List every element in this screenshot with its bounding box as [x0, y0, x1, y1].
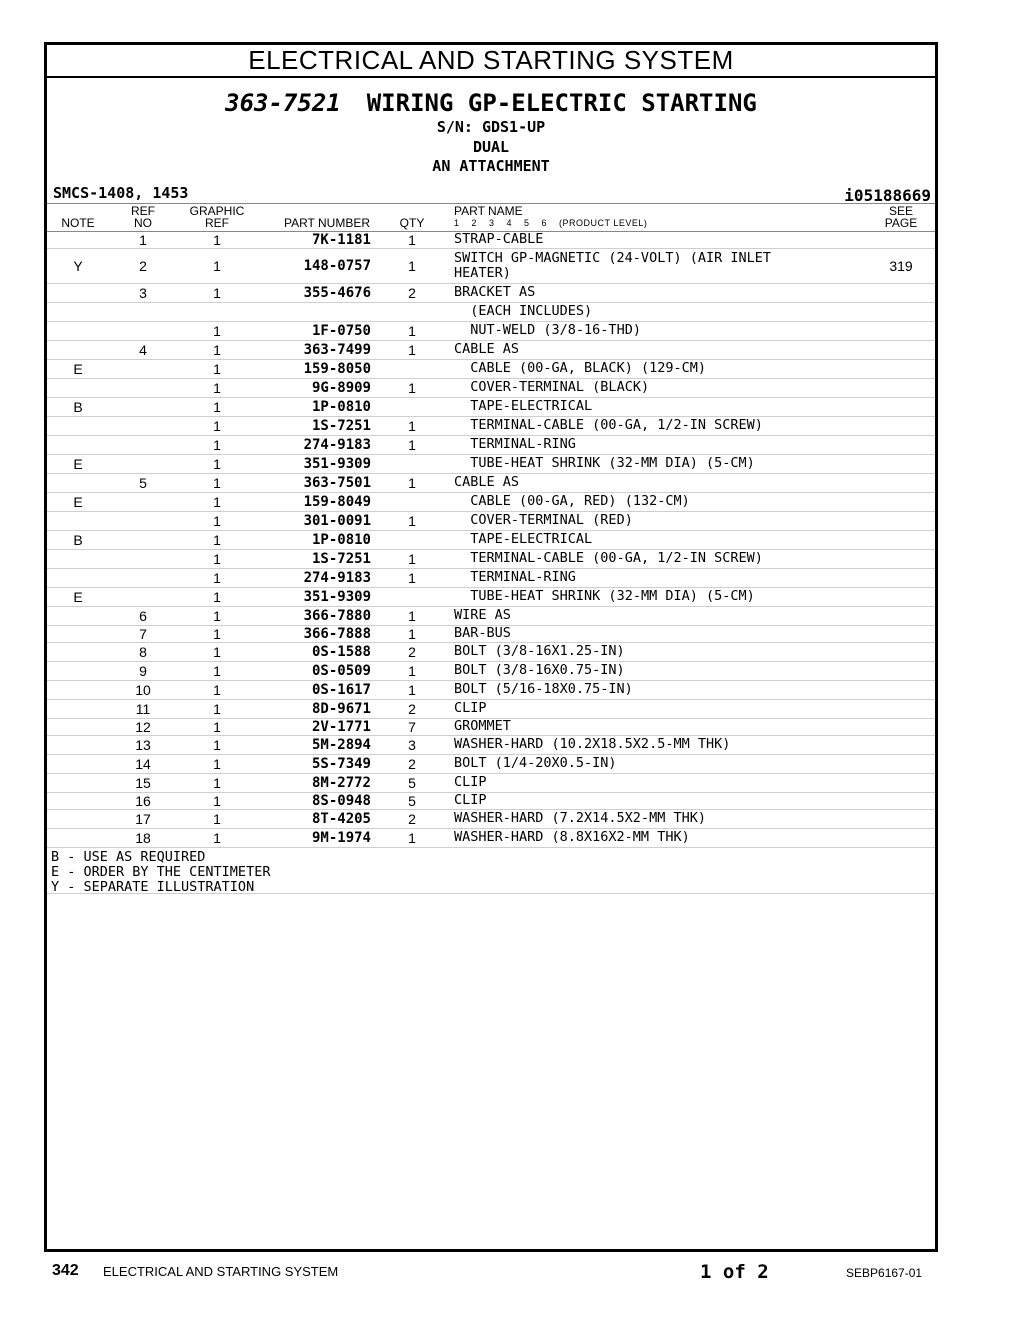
see-page-cell	[867, 284, 935, 302]
ref-no-cell: 9	[139, 662, 147, 679]
note-cell	[47, 379, 109, 397]
table-row	[47, 512, 935, 531]
note-cell	[47, 719, 109, 735]
part-name-cell: NUT-WELD (3/8-16-THD)	[454, 322, 641, 338]
see-page-cell	[867, 512, 935, 530]
header-part-name: PART NAME 1 2 3 4 5 6 (PRODUCT LEVEL)	[454, 203, 648, 228]
part-number-cell: 351-9309	[303, 588, 371, 605]
note-cell	[47, 607, 109, 625]
see-page-cell	[867, 474, 935, 492]
page-footer	[0, 1260, 1020, 1284]
table-row	[47, 774, 935, 793]
header-note: NOTE	[61, 215, 95, 230]
part-name-cell: WASHER-HARD (7.2X14.5X2-MM THK)	[454, 810, 706, 826]
table-header	[47, 203, 935, 232]
graphic-ref-cell: 1	[213, 531, 221, 548]
ref-no-cell: 11	[135, 700, 151, 717]
header-see-page: SEE PAGE	[884, 203, 918, 230]
part-number-cell: 5S-7349	[311, 755, 371, 772]
graphic-ref-cell: 1	[213, 322, 221, 339]
table-row	[47, 341, 935, 360]
part-name-cell: WIRE AS	[454, 607, 511, 623]
ref-no-cell: 8	[139, 643, 147, 660]
see-page-cell	[867, 810, 935, 828]
table-row	[47, 436, 935, 455]
qty-cell: 1	[408, 474, 416, 491]
graphic-ref-cell: 1	[213, 436, 221, 453]
table-row	[47, 379, 935, 398]
table-row	[47, 531, 935, 550]
page-frame	[44, 42, 938, 1252]
table-row	[47, 607, 935, 626]
qty-cell	[392, 398, 432, 416]
qty-cell	[392, 531, 432, 549]
see-page-cell	[867, 455, 935, 473]
part-number-cell: 1P-0810	[311, 398, 371, 415]
part-number-cell: 1P-0810	[311, 531, 371, 548]
part-name-cell: TERMINAL-CABLE (00-GA, 1/2-IN SCREW)	[454, 417, 763, 433]
table-row	[47, 755, 935, 774]
table-row	[47, 569, 935, 588]
see-page-cell	[867, 681, 935, 699]
table-row	[47, 360, 935, 379]
graphic-ref-cell: 1	[213, 810, 221, 827]
serial-number-line: S/N: GDS1-UP	[436, 118, 546, 136]
qty-cell	[392, 588, 432, 606]
part-number-cell: 366-7880	[303, 607, 371, 624]
see-page-cell	[867, 607, 935, 625]
table-row	[47, 550, 935, 569]
part-number-cell: 274-9183	[303, 436, 371, 453]
part-name-cell: CABLE (00-GA, RED) (132-CM)	[454, 493, 690, 509]
see-page-cell	[867, 588, 935, 606]
note-cell	[47, 512, 109, 530]
qty-cell: 1	[408, 662, 416, 679]
note-cell	[47, 736, 109, 754]
part-name-cell: CLIP	[454, 700, 487, 716]
qty-cell: 1	[408, 322, 416, 339]
see-page-cell	[867, 436, 935, 454]
part-number-cell: 1S-7251	[311, 417, 371, 434]
header-graphic-ref: GRAPHIC REF	[189, 203, 245, 230]
graphic-ref-cell: 1	[213, 662, 221, 679]
table-row	[47, 417, 935, 436]
table-row	[47, 474, 935, 493]
table-row	[47, 643, 935, 662]
ref-no-cell: 10	[135, 681, 151, 698]
graphic-ref-cell: 1	[213, 512, 221, 529]
note-cell	[47, 436, 109, 454]
graphic-ref-cell	[192, 303, 242, 321]
qty-cell: 2	[408, 810, 416, 827]
note-cell: E	[73, 360, 83, 377]
qty-cell: 1	[408, 436, 416, 453]
part-number-cell: 9G-8909	[311, 379, 371, 396]
graphic-ref-cell: 1	[213, 736, 221, 753]
part-number-cell: 1F-0750	[311, 322, 371, 339]
graphic-ref-cell: 1	[213, 550, 221, 567]
note-cell: B	[73, 398, 83, 415]
note-cell	[47, 662, 109, 680]
see-page-cell: 319	[889, 257, 913, 274]
meta-row	[47, 181, 935, 203]
note-y: Y - SEPARATE ILLUSTRATION	[51, 878, 255, 895]
ref-no-cell	[117, 436, 169, 454]
graphic-ref-cell: 1	[213, 643, 221, 660]
qty-cell	[392, 360, 432, 378]
part-number-cell: 8M-2772	[311, 774, 371, 791]
ref-no-cell: 2	[139, 257, 147, 274]
qty-cell: 3	[408, 736, 416, 753]
part-number-cell: 0S-1588	[311, 643, 371, 660]
footer-section: ELECTRICAL AND STARTING SYSTEM	[103, 1264, 339, 1279]
note-cell	[47, 755, 109, 773]
table-row	[47, 700, 935, 719]
see-page-cell	[867, 736, 935, 754]
ref-no-cell: 15	[135, 774, 151, 791]
part-name-cell: WASHER-HARD (10.2X18.5X2.5-MM THK)	[454, 736, 731, 752]
table-row	[47, 588, 935, 607]
note-cell	[47, 322, 109, 340]
graphic-ref-cell: 1	[213, 417, 221, 434]
ref-no-cell	[117, 303, 169, 321]
part-number-cell	[247, 303, 371, 321]
footer-doc-id: SEBP6167-01	[846, 1266, 923, 1280]
part-name-cell: (EACH INCLUDES)	[454, 303, 593, 319]
see-page-cell	[867, 569, 935, 587]
table-row	[47, 232, 935, 249]
qty-cell: 2	[408, 700, 416, 717]
graphic-ref-cell: 1	[213, 379, 221, 396]
see-page-cell	[867, 643, 935, 661]
ref-no-cell	[117, 417, 169, 435]
ref-no-cell: 13	[135, 736, 151, 753]
see-page-cell	[867, 793, 935, 809]
ref-no-cell: 14	[135, 755, 151, 772]
ref-no-cell: 4	[139, 341, 147, 358]
header-part-number: PART NUMBER	[283, 215, 370, 230]
part-number-cell: 2V-1771	[311, 718, 371, 735]
graphic-ref-cell: 1	[213, 755, 221, 772]
note-cell: B	[73, 531, 83, 548]
note-cell	[47, 793, 109, 809]
see-page-cell	[867, 719, 935, 735]
note-cell: E	[73, 455, 83, 472]
note-cell: Y	[73, 257, 83, 274]
part-name-cell: BOLT (3/8-16X1.25-IN)	[454, 643, 625, 659]
header-product-level: 1 2 3 4 5 6 (PRODUCT LEVEL)	[454, 217, 648, 228]
part-name-cell: COVER-TERMINAL (BLACK)	[454, 379, 650, 395]
graphic-ref-cell: 1	[213, 625, 221, 642]
part-number-cell: 366-7888	[303, 625, 371, 642]
graphic-ref-cell: 1	[213, 398, 221, 415]
part-number-cell: 355-4676	[303, 284, 371, 301]
ref-no-cell: 12	[135, 718, 151, 735]
note-cell	[47, 550, 109, 568]
table-row	[47, 681, 935, 700]
part-number-cell: 159-8050	[303, 360, 371, 377]
qty-cell	[392, 493, 432, 511]
note-cell	[47, 569, 109, 587]
part-name-cell: BAR-BUS	[454, 625, 511, 641]
header-qty: QTY	[399, 215, 425, 230]
note-cell	[47, 474, 109, 492]
part-number-cell: 351-9309	[303, 455, 371, 472]
illustration-id: i05188669	[844, 185, 931, 205]
qty-cell: 5	[408, 774, 416, 791]
table-row	[47, 284, 935, 303]
note-cell	[47, 774, 109, 792]
part-name-cell: TERMINAL-RING	[454, 569, 576, 585]
see-page-cell	[867, 531, 935, 549]
see-page-cell	[867, 398, 935, 416]
part-name-cell: TAPE-ELECTRICAL	[454, 531, 593, 547]
part-name-cell: CLIP	[454, 774, 487, 790]
note-cell	[47, 681, 109, 699]
note-cell: E	[73, 493, 83, 510]
ref-no-cell	[117, 569, 169, 587]
part-name-cell: CABLE (00-GA, BLACK) (129-CM)	[454, 360, 706, 376]
table-row	[47, 829, 935, 848]
part-title-number: 363-7521	[225, 89, 341, 117]
see-page-cell	[867, 774, 935, 792]
part-number-cell: 1S-7251	[311, 550, 371, 567]
parts-table-body	[47, 232, 935, 848]
footer-page-number: 342	[52, 1262, 79, 1279]
graphic-ref-cell: 1	[213, 493, 221, 510]
note-e: E - ORDER BY THE CENTIMETER	[51, 863, 271, 880]
ref-no-cell	[117, 493, 169, 511]
part-name-cell: BRACKET AS	[454, 284, 536, 300]
note-cell	[47, 643, 109, 661]
qty-cell	[392, 303, 432, 321]
note-cell: E	[73, 588, 83, 605]
graphic-ref-cell: 1	[213, 792, 221, 809]
ref-no-cell	[117, 455, 169, 473]
table-row	[47, 793, 935, 810]
ref-no-cell: 5	[139, 474, 147, 491]
ref-no-cell: 1	[139, 231, 147, 248]
part-number-cell: 274-9183	[303, 569, 371, 586]
part-name-cell: CLIP	[454, 792, 487, 808]
qty-cell: 1	[408, 569, 416, 586]
part-number-cell: 9M-1974	[311, 829, 371, 846]
ref-no-cell: 3	[139, 284, 147, 301]
notes-legend	[47, 848, 935, 894]
note-cell	[47, 700, 109, 718]
part-number-cell: 301-0091	[303, 512, 371, 529]
graphic-ref-cell: 1	[213, 284, 221, 301]
qty-cell: 1	[408, 625, 416, 642]
see-page-cell	[867, 341, 935, 359]
qty-cell: 2	[408, 284, 416, 301]
note-cell	[47, 341, 109, 359]
table-row	[47, 719, 935, 736]
part-name-cell: TERMINAL-CABLE (00-GA, 1/2-IN SCREW)	[454, 550, 763, 566]
qty-cell: 2	[408, 755, 416, 772]
qty-cell: 1	[408, 681, 416, 698]
qty-cell: 1	[408, 829, 416, 846]
see-page-cell	[867, 700, 935, 718]
graphic-ref-cell: 1	[213, 681, 221, 698]
part-name-cell: BOLT (5/16-18X0.75-IN)	[454, 681, 633, 697]
smcs-codes: SMCS-1408, 1453	[53, 183, 189, 202]
graphic-ref-cell: 1	[213, 474, 221, 491]
part-name-cell: SWITCH GP-MAGNETIC (24-VOLT) (AIR INLET HEATER)	[454, 249, 771, 281]
note-b: B - USE AS REQUIRED	[51, 848, 206, 865]
part-number-cell: 8D-9671	[311, 700, 371, 717]
see-page-cell	[867, 550, 935, 568]
part-name-cell: TERMINAL-RING	[454, 436, 576, 452]
ref-no-cell: 17	[135, 810, 151, 827]
see-page-cell	[867, 303, 935, 321]
table-row	[47, 398, 935, 417]
see-page-cell	[867, 232, 935, 248]
part-number-cell: 5M-2894	[311, 736, 371, 753]
part-name-cell: BOLT (3/8-16X0.75-IN)	[454, 662, 625, 678]
part-name-cell: COVER-TERMINAL (RED)	[454, 512, 633, 528]
ref-no-cell	[117, 379, 169, 397]
qty-cell: 1	[408, 231, 416, 248]
note-cell	[47, 829, 109, 847]
part-number-cell: 148-0757	[303, 257, 371, 274]
part-name-cell: STRAP-CABLE	[454, 231, 544, 247]
qty-cell: 1	[408, 550, 416, 567]
graphic-ref-cell: 1	[213, 700, 221, 717]
ref-no-cell: 7	[139, 625, 147, 642]
see-page-cell	[867, 417, 935, 435]
ref-no-cell: 6	[139, 607, 147, 624]
note-cell	[47, 417, 109, 435]
header-ref-no: REF NO	[131, 203, 155, 230]
part-number-cell: 0S-1617	[311, 681, 371, 698]
note-cell	[47, 626, 109, 642]
ref-no-cell: 16	[135, 792, 151, 809]
qty-cell: 2	[408, 643, 416, 660]
table-row	[47, 322, 935, 341]
table-row	[47, 249, 935, 284]
ref-no-cell	[117, 322, 169, 340]
qty-cell: 1	[408, 512, 416, 529]
part-name-cell: TUBE-HEAT SHRINK (32-MM DIA) (5-CM)	[454, 588, 755, 604]
part-name-cell: CABLE AS	[454, 341, 520, 357]
qty-cell: 1	[408, 379, 416, 396]
table-row	[47, 455, 935, 474]
graphic-ref-cell: 1	[213, 341, 221, 358]
ref-no-cell	[117, 531, 169, 549]
footer-sheet: 1 of 2	[700, 1261, 769, 1283]
ref-no-cell	[117, 360, 169, 378]
graphic-ref-cell: 1	[213, 455, 221, 472]
part-number-cell: 8S-0948	[311, 792, 371, 809]
graphic-ref-cell: 1	[213, 360, 221, 377]
ref-no-cell: 18	[135, 829, 151, 846]
part-name-cell: CABLE AS	[454, 474, 520, 490]
graphic-ref-cell: 1	[213, 829, 221, 846]
graphic-ref-cell: 1	[213, 607, 221, 624]
qty-cell: 5	[408, 792, 416, 809]
table-row	[47, 493, 935, 512]
part-number-cell: 8T-4205	[311, 810, 371, 827]
qty-cell	[392, 455, 432, 473]
table-row	[47, 303, 935, 322]
note-cell	[47, 810, 109, 828]
note-cell	[47, 284, 109, 302]
part-name-cell: GROMMET	[454, 718, 511, 734]
part-name-cell: WASHER-HARD (8.8X16X2-MM THK)	[454, 829, 690, 845]
ref-no-cell	[117, 588, 169, 606]
qty-cell: 1	[408, 341, 416, 358]
see-page-cell	[867, 322, 935, 340]
see-page-cell	[867, 626, 935, 642]
part-title	[47, 88, 935, 118]
graphic-ref-cell: 1	[213, 231, 221, 248]
graphic-ref-cell: 1	[213, 774, 221, 791]
attachment-line: AN ATTACHMENT	[432, 157, 550, 175]
ref-no-cell	[117, 550, 169, 568]
part-number-cell: 159-8049	[303, 493, 371, 510]
note-cell	[47, 303, 109, 321]
part-title-name: WIRING GP-ELECTRIC STARTING	[366, 89, 757, 117]
ref-no-cell	[117, 398, 169, 416]
part-name-cell: TUBE-HEAT SHRINK (32-MM DIA) (5-CM)	[454, 455, 755, 471]
graphic-ref-cell: 1	[213, 569, 221, 586]
arrangement-line: DUAL	[472, 137, 510, 156]
see-page-cell	[867, 493, 935, 511]
see-page-cell	[867, 829, 935, 847]
graphic-ref-cell: 1	[213, 718, 221, 735]
qty-cell: 1	[408, 257, 416, 274]
see-page-cell	[867, 379, 935, 397]
part-number-cell: 0S-0509	[311, 662, 371, 679]
graphic-ref-cell: 1	[213, 588, 221, 605]
part-number-cell: 7K-1181	[311, 231, 371, 248]
see-page-cell	[867, 662, 935, 680]
qty-cell: 1	[408, 607, 416, 624]
note-cell	[47, 232, 109, 248]
qty-cell: 1	[408, 417, 416, 434]
see-page-cell	[867, 755, 935, 773]
ref-no-cell	[117, 512, 169, 530]
part-number-cell: 363-7499	[303, 341, 371, 358]
see-page-cell	[867, 360, 935, 378]
table-row	[47, 662, 935, 681]
table-row	[47, 736, 935, 755]
part-name-cell: TAPE-ELECTRICAL	[454, 398, 593, 414]
qty-cell: 7	[408, 718, 416, 735]
part-name-cell: BOLT (1/4-20X0.5-IN)	[454, 755, 617, 771]
table-row	[47, 626, 935, 643]
table-row	[47, 810, 935, 829]
graphic-ref-cell: 1	[213, 257, 221, 274]
section-title: ELECTRICAL AND STARTING SYSTEM	[47, 45, 935, 78]
part-number-cell: 363-7501	[303, 474, 371, 491]
